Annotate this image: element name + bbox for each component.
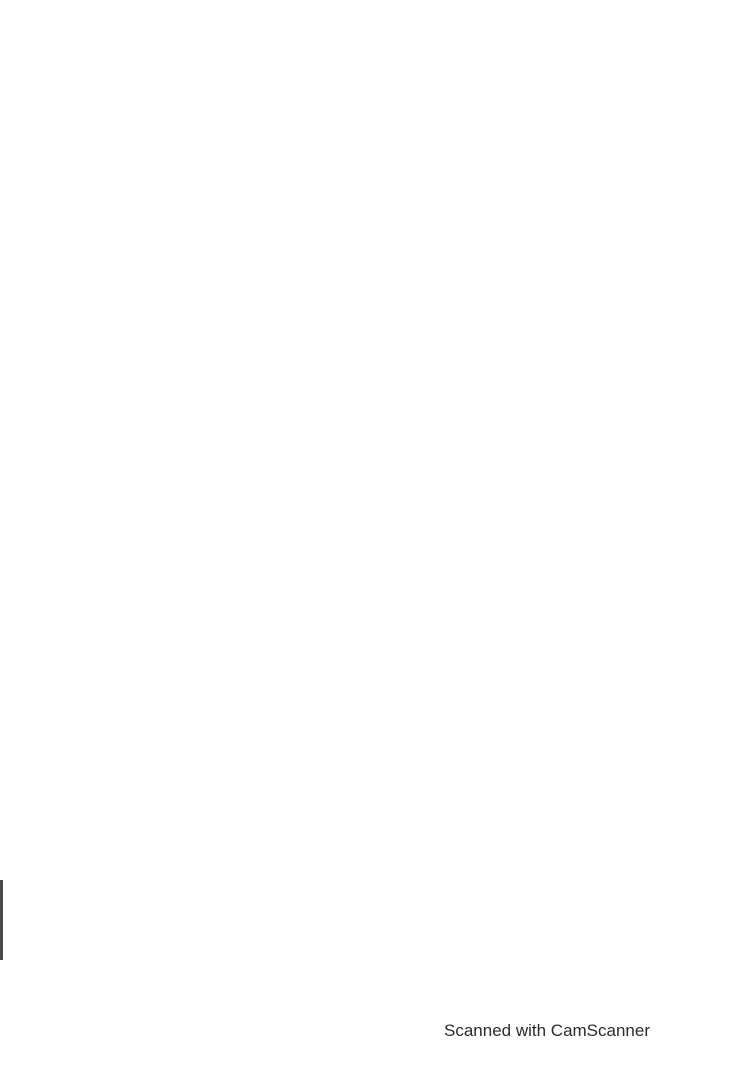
scan-edge-mark [0, 880, 3, 960]
scanner-watermark: Scanned with CamScanner [444, 1021, 651, 1040]
